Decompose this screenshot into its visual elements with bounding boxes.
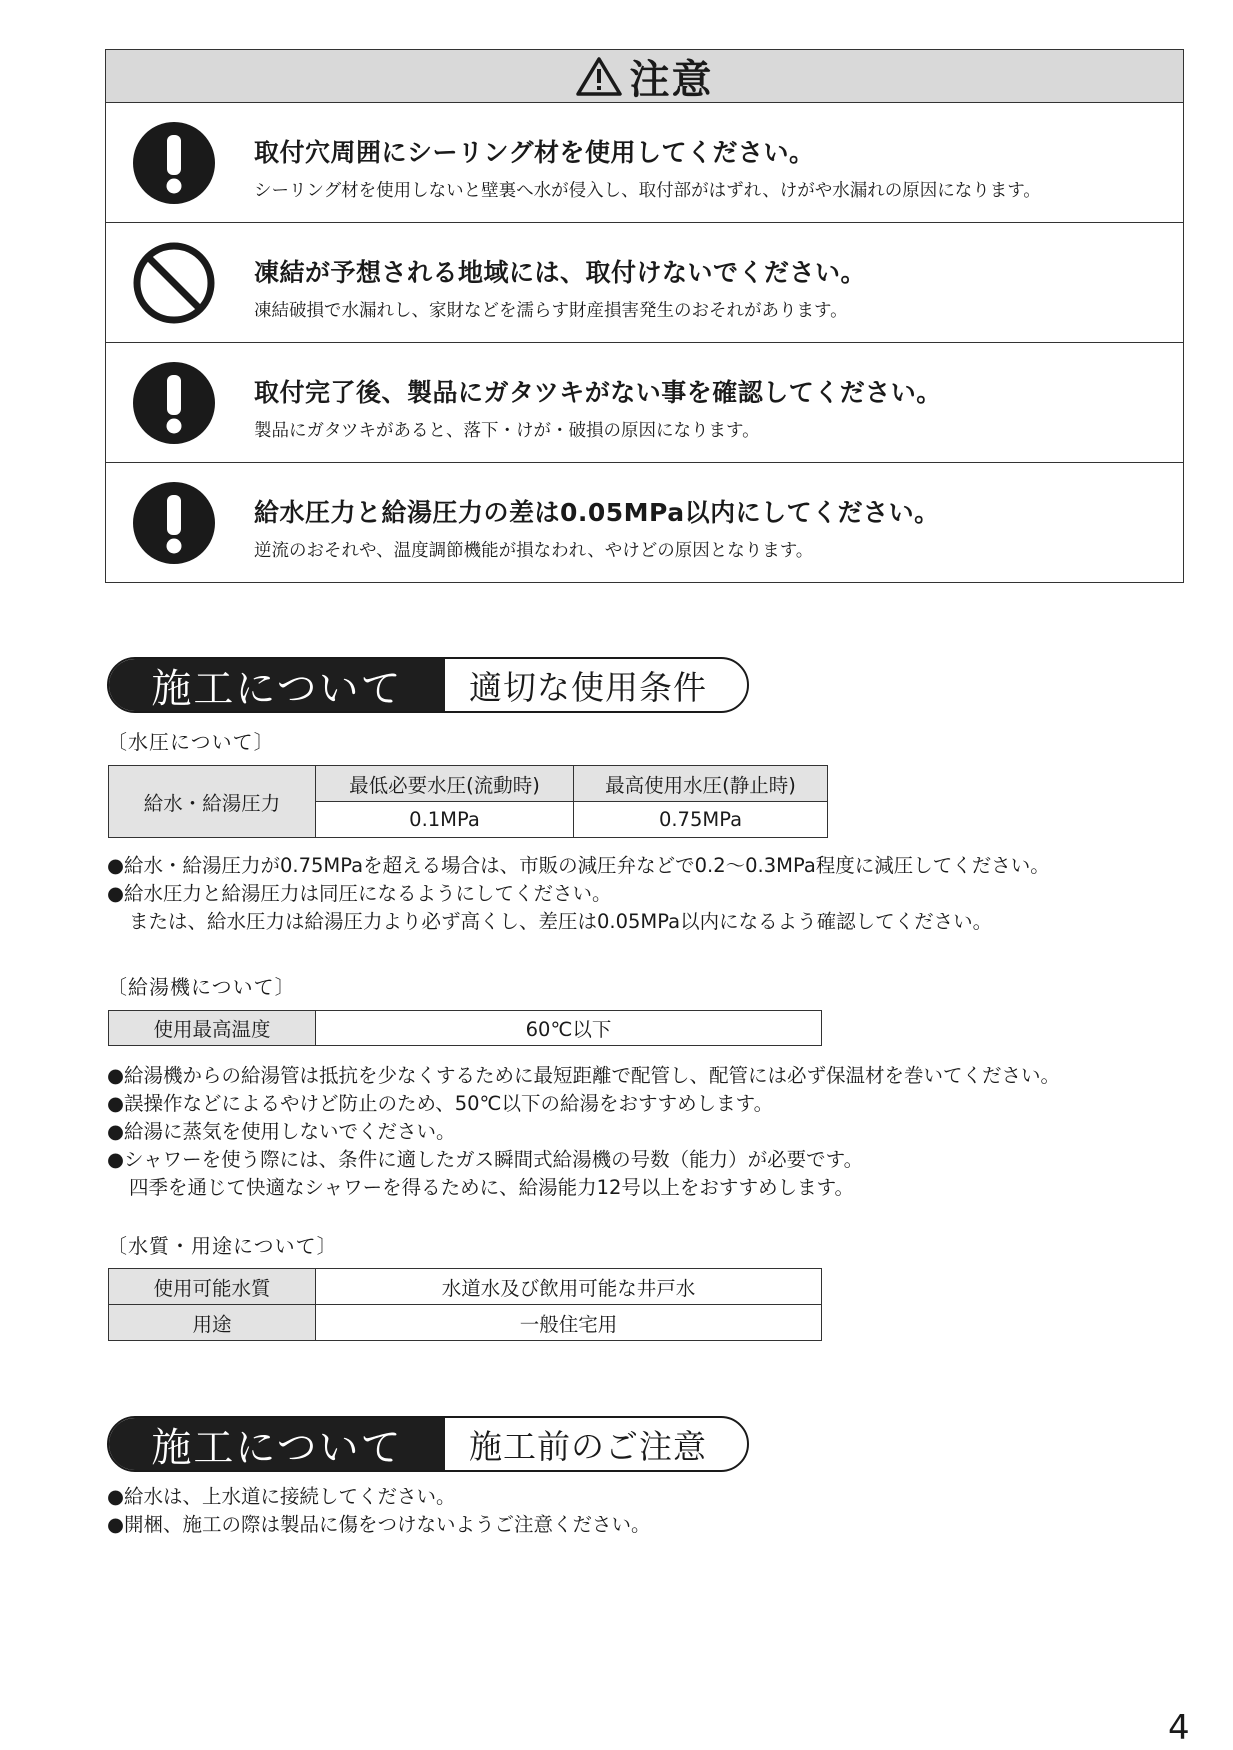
note-continuation: または、給水圧力は給湯圧力より必ず高くし、差圧は0.05MPa以内になるよう確認してください。 bbox=[129, 910, 993, 933]
max-temp-label: 使用最高温度 bbox=[109, 1011, 316, 1046]
caution-item bbox=[106, 343, 1183, 463]
note-continuation: 四季を通じて快適なシャワーを得るために、給湯能力12号以上をおすすめします。 bbox=[129, 1176, 855, 1199]
note-item: ●給水・給湯圧力が0.75MPaを超える場合は、市販の減圧弁などで0.2〜0.3MPa程度に減圧してください。 bbox=[107, 854, 1050, 877]
heater-table bbox=[108, 1010, 822, 1046]
caution-heading: 凍結が予想される地域には、取付けないでください。 bbox=[254, 258, 867, 287]
caution-detail: 凍結破損で水漏れし、家財などを濡らす財産損害発生のおそれがあります。 bbox=[254, 301, 848, 321]
max-pressure-value: 0.75MPa bbox=[574, 802, 828, 838]
section-label-dark: 施工について bbox=[109, 1418, 445, 1470]
caution-heading: 取付完了後、製品にガタツキがない事を確認してください。 bbox=[254, 378, 942, 407]
water-pressure-table bbox=[108, 765, 828, 838]
quality-subhead: 〔水質・用途について〕 bbox=[107, 1234, 338, 1258]
caution-heading: 取付穴周囲にシーリング材を使用してください。 bbox=[254, 138, 815, 167]
note-item: ●誤操作などによるやけど防止のため、50℃以下の給湯をおすすめします。 bbox=[107, 1092, 774, 1115]
caution-heading: 給水圧力と給湯圧力の差は0.05MPa以内にしてください。 bbox=[254, 498, 940, 527]
mandatory-icon bbox=[132, 481, 216, 565]
caution-item bbox=[106, 103, 1183, 223]
section-header-usage-conditions bbox=[107, 657, 749, 713]
section-label-light: 施工前のご注意 bbox=[469, 1426, 707, 1466]
section-label-light: 適切な使用条件 bbox=[469, 667, 707, 707]
note-item: ●給水圧力と給湯圧力は同圧になるようにしてください。 bbox=[107, 882, 612, 905]
caution-detail: 逆流のおそれや、温度調節機能が損なわれ、やけどの原因となります。 bbox=[254, 541, 814, 561]
max-pressure-header: 最高使用水圧(静止時) bbox=[574, 766, 828, 802]
water-pressure-subhead: 〔水圧について〕 bbox=[107, 730, 275, 754]
mandatory-icon bbox=[132, 121, 216, 205]
pre-installation-notes bbox=[107, 1483, 651, 1539]
heater-notes bbox=[107, 1062, 1060, 1202]
note-item: ●開梱、施工の際は製品に傷をつけないようご注意ください。 bbox=[107, 1513, 651, 1536]
quality-table bbox=[108, 1268, 822, 1341]
caution-item bbox=[106, 463, 1183, 582]
usage-label: 用途 bbox=[109, 1305, 316, 1341]
min-pressure-value: 0.1MPa bbox=[316, 802, 574, 838]
note-item: ●シャワーを使う際には、条件に適したガス瞬間式給湯機の号数（能力）が必要です。 bbox=[107, 1148, 864, 1171]
caution-title: 注意 bbox=[629, 56, 714, 103]
note-item: ●給湯に蒸気を使用しないでください。 bbox=[107, 1120, 456, 1143]
water-pressure-notes bbox=[107, 852, 1050, 936]
water-quality-value: 水道水及び飲用可能な井戸水 bbox=[316, 1269, 822, 1305]
note-item: ●給水は、上水道に接続してください。 bbox=[107, 1485, 456, 1508]
caution-header bbox=[106, 50, 1183, 103]
min-pressure-header: 最低必要水圧(流動時) bbox=[316, 766, 574, 802]
warning-triangle-icon bbox=[576, 56, 622, 96]
heater-subhead: 〔給湯機について〕 bbox=[107, 975, 296, 999]
section-label-dark: 施工について bbox=[109, 659, 445, 711]
max-temp-value: 60℃以下 bbox=[316, 1011, 822, 1046]
mandatory-icon bbox=[132, 361, 216, 445]
caution-detail: 製品にガタツキがあると、落下・けが・破損の原因になります。 bbox=[254, 421, 760, 441]
section-header-pre-installation bbox=[107, 1416, 749, 1472]
note-item: ●給湯機からの給湯管は抵抗を少なくするために最短距離で配管し、配管には必ず保温材を巻いてください。 bbox=[107, 1064, 1061, 1087]
water-quality-label: 使用可能水質 bbox=[109, 1269, 316, 1305]
caution-detail: シーリング材を使用しないと壁裏へ水が侵入し、取付部がはずれ、けがや水漏れの原因になります。 bbox=[254, 181, 1041, 201]
prohibited-icon bbox=[132, 241, 216, 325]
caution-box bbox=[105, 49, 1184, 583]
usage-value: 一般住宅用 bbox=[316, 1305, 822, 1341]
page-number: 4 bbox=[1168, 1708, 1190, 1748]
pressure-row-label: 給水・給湯圧力 bbox=[109, 766, 316, 838]
caution-item bbox=[106, 223, 1183, 343]
